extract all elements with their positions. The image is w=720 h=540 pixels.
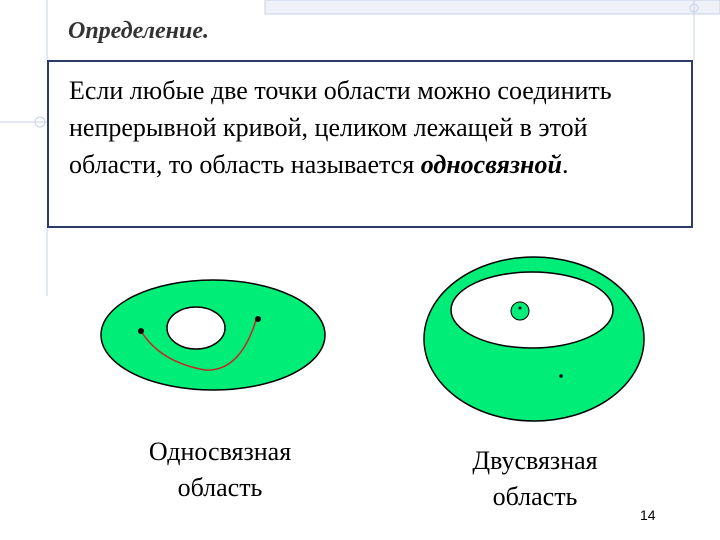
definition-term: односвязной xyxy=(420,150,562,179)
definition-text-end: . xyxy=(561,150,569,179)
caption-doubly-connected xyxy=(420,443,650,515)
caption-simply-connected xyxy=(100,434,340,506)
curve-point-right xyxy=(255,316,261,322)
doubly-connected-figure xyxy=(424,257,644,421)
region-point xyxy=(559,374,563,378)
page-number: 14 xyxy=(640,507,656,523)
island-point xyxy=(519,307,522,310)
slide-title: Определение. xyxy=(68,18,209,44)
island-region xyxy=(511,302,529,320)
doubly-connected-hole xyxy=(451,272,613,348)
simply-connected-hole xyxy=(167,307,225,349)
caption-right-line2: область xyxy=(492,482,578,511)
simply-connected-figure xyxy=(101,280,325,390)
caption-left-line2: область xyxy=(177,473,263,502)
caption-right-line1: Двусвязная xyxy=(472,446,598,475)
caption-left-line1: Односвязная xyxy=(148,437,292,466)
definition-text-start: Если любые две точки области можно соединить непрерывной кривой, целиком лежащей в этой области, то область называется xyxy=(69,76,612,179)
curve-point-left xyxy=(138,328,144,334)
